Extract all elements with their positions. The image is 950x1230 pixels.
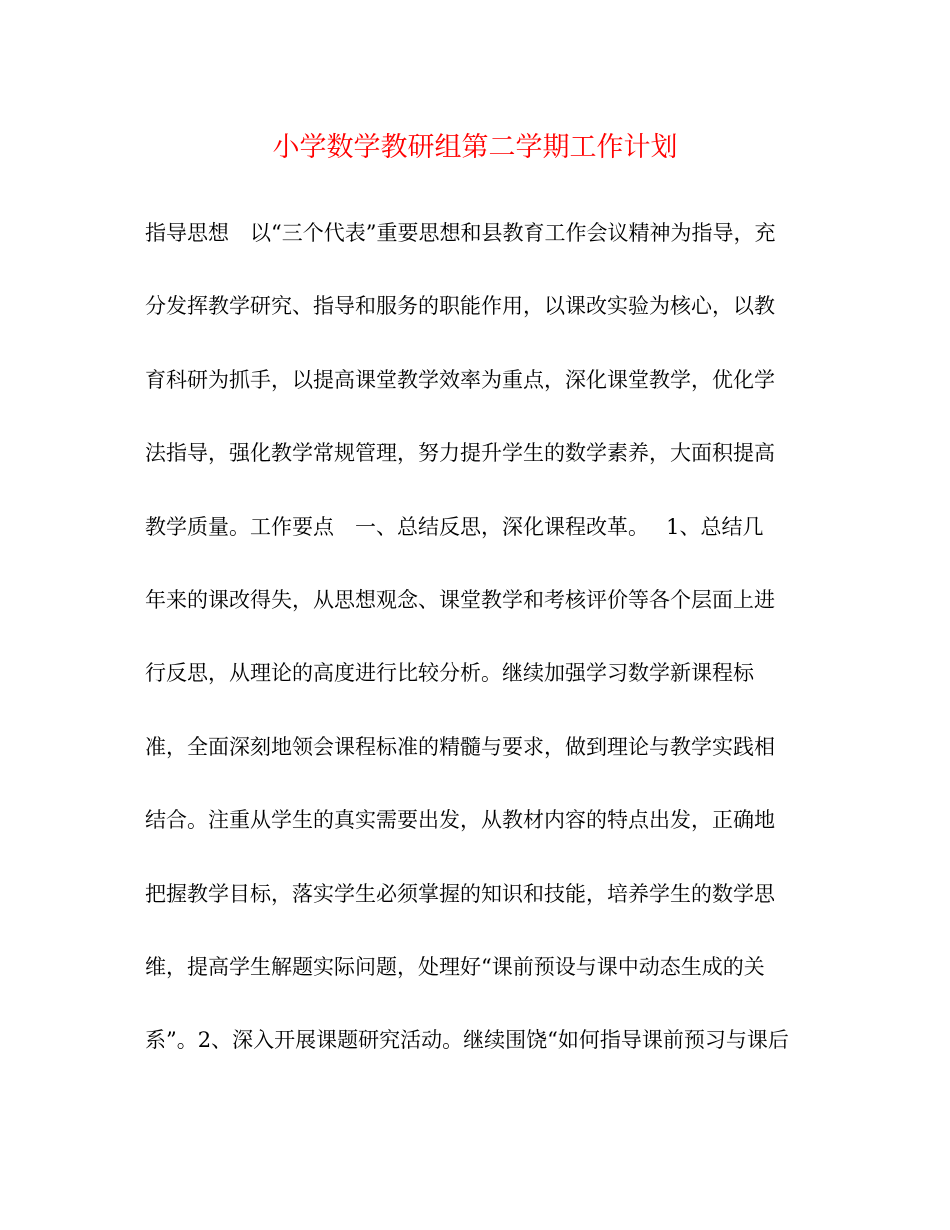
body-line: 行反思，从理论的高度进行比较分析。继续加强学习数学新课程标 — [145, 661, 754, 686]
body-line: 年来的课改得失，从思想观念、课堂教学和考核评价等各个层面上进 — [145, 587, 775, 612]
document-body — [145, 213, 815, 1094]
body-line: 系”。2、深入开展课题研究活动。继续围饶“如何指导课前预习与课后 — [145, 1028, 789, 1053]
body-line: 教学质量。工作要点 一、总结反思，深化课程改革。 1、总结几 — [145, 514, 764, 539]
body-line: 把握教学目标，落实学生必须掌握的知识和技能，培养学生的数学思 — [145, 881, 775, 906]
body-line: 结合。注重从学生的真实需要出发，从教材内容的特点出发，正确地 — [145, 808, 775, 833]
body-line: 法指导，强化教学常规管理，努力提升学生的数学素养，大面积提高 — [145, 441, 775, 466]
body-line: 分发挥教学研究、指导和服务的职能作用，以课改实验为核心，以教 — [145, 294, 775, 319]
body-line: 育科研为抓手，以提高课堂教学效率为重点，深化课堂教学，优化学 — [145, 367, 775, 392]
body-line: 维，提高学生解题实际问题，处理好“课前预设与课中动态生成的关 — [145, 954, 765, 979]
body-line: 指导思想 以“三个代表”重要思想和县教育工作会议精神为指导，充 — [145, 221, 776, 245]
body-line: 准，全面深刻地领会课程标准的精髓与要求，做到理论与教学实践相 — [145, 734, 775, 759]
document-title: 小学数学教研组第二学期工作计划 — [272, 132, 678, 163]
